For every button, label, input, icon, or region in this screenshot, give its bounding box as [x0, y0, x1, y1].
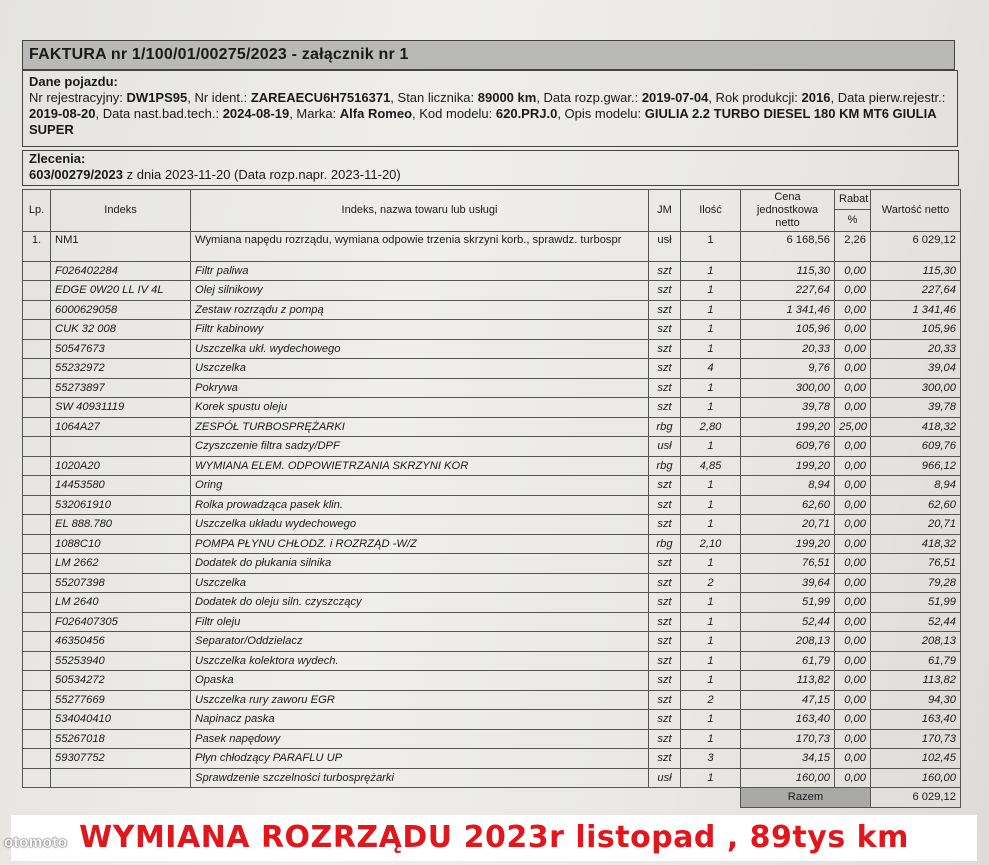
vehicle-heading: Dane pojazdu:: [29, 74, 118, 89]
order-line: [29, 167, 952, 183]
cell-qty: 1: [681, 612, 741, 632]
cell-qty: 1: [681, 710, 741, 730]
cell-net: 609,76: [871, 437, 961, 457]
cell-discount: 0,00: [835, 495, 871, 515]
cell-qty: 1: [681, 554, 741, 574]
cell-discount: 0,00: [835, 534, 871, 554]
table-row: [23, 729, 961, 749]
cell-index: 1020A20: [51, 456, 191, 476]
cell-unit: szt: [649, 339, 681, 359]
cell-unit: szt: [649, 710, 681, 730]
cell-net: 20,71: [871, 515, 961, 535]
cell-index: 50534272: [51, 671, 191, 691]
items-table: [22, 189, 961, 808]
cell-index: [51, 437, 191, 457]
cell-net: 39,78: [871, 398, 961, 418]
cell-lp: [23, 320, 51, 340]
cell-index: 14453580: [51, 476, 191, 496]
table-row: [23, 515, 961, 535]
cell-price: 208,13: [741, 632, 835, 652]
cell-qty: 1: [681, 651, 741, 671]
cell-discount: 0,00: [835, 690, 871, 710]
cell-price: 51,99: [741, 593, 835, 613]
cell-price: 113,82: [741, 671, 835, 691]
header-qty: Ilość: [681, 190, 741, 232]
cell-price: 199,20: [741, 417, 835, 437]
cell-price: 609,76: [741, 437, 835, 457]
cell-unit: szt: [649, 320, 681, 340]
cell-unit: szt: [649, 573, 681, 593]
banner-caption: WYMIANA ROZRZĄDU 2023r listopad , 89tys km: [11, 815, 977, 861]
cell-qty: 1: [681, 515, 741, 535]
table-row: [23, 417, 961, 437]
cell-unit: szt: [649, 281, 681, 301]
table-row: [23, 456, 961, 476]
cell-price: 39,78: [741, 398, 835, 418]
table-row: [23, 359, 961, 379]
cell-discount: 0,00: [835, 593, 871, 613]
cell-qty: 1: [681, 768, 741, 788]
cell-name: Olej silnikowy: [191, 281, 649, 301]
cell-unit: szt: [649, 359, 681, 379]
invoice-title: FAKTURA nr 1/100/01/00275/2023 - załącznik nr 1: [22, 40, 955, 70]
table-row: [23, 554, 961, 574]
cell-lp: [23, 729, 51, 749]
odometer-label: , Stan licznika:: [390, 90, 475, 105]
header-index: Indeks: [51, 190, 191, 232]
table-row: [23, 612, 961, 632]
table-row: [23, 398, 961, 418]
cell-lp: [23, 437, 51, 457]
cell-lp: [23, 281, 51, 301]
cell-name: Filtr kabinowy: [191, 320, 649, 340]
cell-lp: [23, 632, 51, 652]
sum-label: Razem: [741, 788, 871, 808]
cell-lp: [23, 612, 51, 632]
cell-price: 199,20: [741, 456, 835, 476]
odometer-value: 89000 km: [477, 90, 537, 105]
warranty-value: 2019-07-04: [641, 90, 709, 105]
table-row: [23, 495, 961, 515]
cell-price: 20,33: [741, 339, 835, 359]
cell-unit: szt: [649, 515, 681, 535]
cell-unit: szt: [649, 593, 681, 613]
cell-net: 51,99: [871, 593, 961, 613]
cell-unit: szt: [649, 729, 681, 749]
table-row: [23, 534, 961, 554]
cell-qty: 2: [681, 573, 741, 593]
firstreg-label: , Data pierw.rejestr.:: [830, 90, 946, 105]
cell-unit: szt: [649, 261, 681, 281]
cell-price: 9,76: [741, 359, 835, 379]
cell-net: 115,30: [871, 261, 961, 281]
cell-lp: [23, 573, 51, 593]
cell-net: 227,64: [871, 281, 961, 301]
header-unit: JM: [649, 190, 681, 232]
cell-qty: 2,10: [681, 534, 741, 554]
cell-qty: 1: [681, 593, 741, 613]
cell-name: Pokrywa: [191, 378, 649, 398]
cell-name: Korek spustu oleju: [191, 398, 649, 418]
cell-net: 94,30: [871, 690, 961, 710]
firstreg-value: 2019-08-20: [29, 106, 96, 121]
cell-index: [51, 768, 191, 788]
table-row: [23, 749, 961, 769]
cell-discount: 0,00: [835, 437, 871, 457]
cell-unit: rbg: [649, 534, 681, 554]
table-row: [23, 339, 961, 359]
cell-unit: rbg: [649, 456, 681, 476]
cell-index: LM 2662: [51, 554, 191, 574]
cell-name: Wymiana napędu rozrządu, wymiana odpowie trzenia skrzyni korb., sprawdz. turbospr: [191, 231, 649, 261]
year-value: 2016: [801, 90, 831, 105]
cell-discount: 0,00: [835, 476, 871, 496]
cell-unit: szt: [649, 651, 681, 671]
cell-unit: usł: [649, 768, 681, 788]
cell-qty: 1: [681, 495, 741, 515]
cell-qty: 1: [681, 339, 741, 359]
cell-net: 163,40: [871, 710, 961, 730]
cell-unit: szt: [649, 671, 681, 691]
cell-index: SW 40931119: [51, 398, 191, 418]
cell-price: 8,94: [741, 476, 835, 496]
cell-lp: [23, 768, 51, 788]
watermark-logo: otomoto: [4, 834, 68, 851]
cell-price: 1 341,46: [741, 300, 835, 320]
cell-name: Napinacz paska: [191, 710, 649, 730]
cell-discount: 0,00: [835, 398, 871, 418]
cell-price: 39,64: [741, 573, 835, 593]
cell-price: 160,00: [741, 768, 835, 788]
cell-index: F026402284: [51, 261, 191, 281]
cell-unit: usł: [649, 437, 681, 457]
table-row: [23, 261, 961, 281]
cell-qty: 1: [681, 320, 741, 340]
cell-name: Filtr oleju: [191, 612, 649, 632]
model-code-label: , Kod modelu:: [412, 106, 493, 121]
cell-index: 55232972: [51, 359, 191, 379]
cell-lp: [23, 534, 51, 554]
model-desc-label: , Opis modelu:: [557, 106, 642, 121]
cell-net: 418,32: [871, 417, 961, 437]
cell-index: 1088C10: [51, 534, 191, 554]
table-row: [23, 320, 961, 340]
cell-index: 55267018: [51, 729, 191, 749]
cell-lp: [23, 554, 51, 574]
table-row: [23, 690, 961, 710]
cell-lp: [23, 671, 51, 691]
cell-qty: 1: [681, 437, 741, 457]
table-row: [23, 281, 961, 301]
cell-lp: [23, 417, 51, 437]
cell-lp: 1.: [23, 231, 51, 261]
cell-price: 47,15: [741, 690, 835, 710]
vehicle-section: [22, 70, 958, 147]
cell-index: 55253940: [51, 651, 191, 671]
cell-lp: [23, 339, 51, 359]
cell-index: 532061910: [51, 495, 191, 515]
cell-net: 52,44: [871, 612, 961, 632]
cell-index: 50547673: [51, 339, 191, 359]
cell-net: 160,00: [871, 768, 961, 788]
cell-unit: rbg: [649, 417, 681, 437]
cell-net: 76,51: [871, 554, 961, 574]
cell-price: 163,40: [741, 710, 835, 730]
cell-net: 62,60: [871, 495, 961, 515]
make-label: , Marka:: [289, 106, 337, 121]
cell-net: 39,04: [871, 359, 961, 379]
model-code-value: 620.PRJ.0: [495, 106, 558, 121]
cell-index: 1064A27: [51, 417, 191, 437]
cell-lp: [23, 359, 51, 379]
cell-discount: 2,26: [835, 231, 871, 261]
cell-qty: 1: [681, 632, 741, 652]
cell-discount: 0,00: [835, 671, 871, 691]
cell-qty: 2,80: [681, 417, 741, 437]
cell-price: 76,51: [741, 554, 835, 574]
cell-name: Pasek napędowy: [191, 729, 649, 749]
cell-index: 55273897: [51, 378, 191, 398]
cell-net: 20,33: [871, 339, 961, 359]
cell-name: Separator/Oddzielacz: [191, 632, 649, 652]
reg-label: Nr rejestracyjny:: [29, 90, 123, 105]
vin-label: , Nr ident.:: [187, 90, 248, 105]
cell-net: 61,79: [871, 651, 961, 671]
inspection-label: , Data nast.bad.tech.:: [95, 106, 220, 121]
cell-discount: 0,00: [835, 749, 871, 769]
cell-name: ZESPÓŁ TURBOSPRĘŻARKI: [191, 417, 649, 437]
table-row: [23, 231, 961, 261]
cell-lp: [23, 749, 51, 769]
cell-qty: 1: [681, 476, 741, 496]
cell-lp: [23, 398, 51, 418]
cell-name: Dodatek do płukania silnika: [191, 554, 649, 574]
cell-price: 199,20: [741, 534, 835, 554]
cell-name: POMPA PŁYNU CHŁODZ. i ROZRZĄD -W/Z: [191, 534, 649, 554]
cell-price: 115,30: [741, 261, 835, 281]
cell-net: 79,28: [871, 573, 961, 593]
cell-name: Płyn chłodzący PARAFLU UP: [191, 749, 649, 769]
table-row: [23, 651, 961, 671]
cell-name: Uszczelka: [191, 573, 649, 593]
cell-net: 966,12: [871, 456, 961, 476]
cell-lp: [23, 651, 51, 671]
table-row: [23, 671, 961, 691]
cell-lp: [23, 515, 51, 535]
cell-name: Filtr paliwa: [191, 261, 649, 281]
cell-net: 113,82: [871, 671, 961, 691]
cell-net: 6 029,12: [871, 231, 961, 261]
header-net: Wartość netto: [871, 190, 961, 232]
cell-price: 62,60: [741, 495, 835, 515]
cell-name: Uszczelka kolektora wydech.: [191, 651, 649, 671]
table-row: [23, 593, 961, 613]
cell-index: 55277669: [51, 690, 191, 710]
cell-net: 102,45: [871, 749, 961, 769]
cell-unit: szt: [649, 749, 681, 769]
cell-lp: [23, 495, 51, 515]
cell-name: WYMIANA ELEM. ODPOWIETRZANIA SKRZYNI KOR: [191, 456, 649, 476]
cell-lp: [23, 378, 51, 398]
cell-price: 61,79: [741, 651, 835, 671]
cell-unit: szt: [649, 632, 681, 652]
orders-heading: Zlecenia:: [29, 151, 86, 166]
cell-index: 55207398: [51, 573, 191, 593]
table-row: [23, 437, 961, 457]
cell-qty: 4: [681, 359, 741, 379]
cell-price: 34,15: [741, 749, 835, 769]
cell-qty: 1: [681, 281, 741, 301]
cell-index: 46350456: [51, 632, 191, 652]
cell-discount: 0,00: [835, 515, 871, 535]
cell-name: Rolka prowadząca pasek klin.: [191, 495, 649, 515]
cell-lp: [23, 456, 51, 476]
cell-name: Oring: [191, 476, 649, 496]
cell-price: 105,96: [741, 320, 835, 340]
cell-discount: 0,00: [835, 320, 871, 340]
cell-index: CUK 32 008: [51, 320, 191, 340]
cell-unit: usł: [649, 231, 681, 261]
cell-index: 6000629058: [51, 300, 191, 320]
cell-index: 534040410: [51, 710, 191, 730]
cell-net: 208,13: [871, 632, 961, 652]
cell-unit: szt: [649, 612, 681, 632]
cell-discount: 0,00: [835, 651, 871, 671]
cell-discount: 0,00: [835, 573, 871, 593]
cell-net: 8,94: [871, 476, 961, 496]
warranty-label: , Data rozp.gwar.:: [536, 90, 639, 105]
cell-discount: 0,00: [835, 710, 871, 730]
cell-index: 59307752: [51, 749, 191, 769]
cell-lp: [23, 710, 51, 730]
header-name: Indeks, nazwa towaru lub usługi: [191, 190, 649, 232]
cell-lp: [23, 261, 51, 281]
cell-net: 300,00: [871, 378, 961, 398]
cell-price: 52,44: [741, 612, 835, 632]
reg-value: DW1PS95: [126, 90, 188, 105]
cell-lp: [23, 476, 51, 496]
cell-index: EDGE 0W20 LL IV 4L: [51, 281, 191, 301]
cell-index: LM 2640: [51, 593, 191, 613]
table-row: [23, 378, 961, 398]
cell-price: 300,00: [741, 378, 835, 398]
cell-discount: 0,00: [835, 554, 871, 574]
cell-name: Sprawdzenie szczelności turbosprężarki: [191, 768, 649, 788]
year-label: , Rok produkcji:: [708, 90, 798, 105]
cell-qty: 1: [681, 671, 741, 691]
cell-name: Uszczelka ukł. wydechowego: [191, 339, 649, 359]
table-header: [23, 190, 961, 210]
header-price: Cena jednostkowa netto: [741, 190, 835, 232]
vin-value: ZAREAECU6H7516371: [250, 90, 391, 105]
table-row: [23, 573, 961, 593]
cell-price: 227,64: [741, 281, 835, 301]
cell-lp: [23, 593, 51, 613]
cell-lp: [23, 690, 51, 710]
orders-section: [22, 150, 959, 186]
header-discount: Rabat: [835, 190, 871, 210]
sum-row: [23, 788, 961, 808]
cell-price: 6 168,56: [741, 231, 835, 261]
cell-unit: szt: [649, 476, 681, 496]
cell-discount: 0,00: [835, 456, 871, 476]
cell-index: NM1: [51, 231, 191, 261]
cell-qty: 4,85: [681, 456, 741, 476]
table-row: [23, 632, 961, 652]
cell-qty: 1: [681, 261, 741, 281]
cell-qty: 1: [681, 300, 741, 320]
cell-index: EL 888.780: [51, 515, 191, 535]
cell-name: Opaska: [191, 671, 649, 691]
cell-name: Czyszczenie filtra sadzy/DPF: [191, 437, 649, 457]
cell-name: Dodatek do oleju siln. czyszczący: [191, 593, 649, 613]
cell-qty: 1: [681, 398, 741, 418]
cell-discount: 0,00: [835, 339, 871, 359]
cell-qty: 1: [681, 729, 741, 749]
cell-net: 105,96: [871, 320, 961, 340]
cell-net: 170,73: [871, 729, 961, 749]
cell-index: F026407305: [51, 612, 191, 632]
cell-discount: 0,00: [835, 300, 871, 320]
vehicle-details: [29, 90, 951, 138]
inspection-value: 2024-08-19: [222, 106, 290, 121]
cell-name: Uszczelka rury zaworu EGR: [191, 690, 649, 710]
table-row: [23, 300, 961, 320]
cell-net: 418,32: [871, 534, 961, 554]
cell-discount: 0,00: [835, 359, 871, 379]
cell-price: 20,71: [741, 515, 835, 535]
cell-discount: 0,00: [835, 378, 871, 398]
header-discount-unit: %: [835, 209, 871, 231]
cell-unit: szt: [649, 378, 681, 398]
cell-lp: [23, 300, 51, 320]
cell-net: 1 341,46: [871, 300, 961, 320]
cell-unit: szt: [649, 398, 681, 418]
cell-discount: 0,00: [835, 261, 871, 281]
cell-unit: szt: [649, 495, 681, 515]
cell-unit: szt: [649, 300, 681, 320]
table-row: [23, 768, 961, 788]
order-date: z dnia 2023-11-20 (Data rozp.napr. 2023-11-20): [122, 167, 401, 182]
cell-qty: 3: [681, 749, 741, 769]
model-desc-value: GIULIA 2.2 TURBO DIESEL 180 KM MT6 GIULIA SUPER: [29, 106, 937, 137]
cell-name: Uszczelka: [191, 359, 649, 379]
cell-discount: 0,00: [835, 729, 871, 749]
make-value: Alfa Romeo: [339, 106, 413, 121]
cell-qty: 2: [681, 690, 741, 710]
cell-qty: 1: [681, 378, 741, 398]
order-number: 603/00279/2023: [29, 167, 123, 182]
sum-value: 6 029,12: [871, 788, 961, 808]
table-row: [23, 710, 961, 730]
cell-discount: 25,00: [835, 417, 871, 437]
cell-discount: 0,00: [835, 281, 871, 301]
cell-price: 170,73: [741, 729, 835, 749]
cell-discount: 0,00: [835, 632, 871, 652]
table-row: [23, 476, 961, 496]
cell-qty: 1: [681, 231, 741, 261]
cell-discount: 0,00: [835, 612, 871, 632]
header-lp: Lp.: [23, 190, 51, 232]
cell-unit: szt: [649, 690, 681, 710]
cell-name: Uszczelka układu wydechowego: [191, 515, 649, 535]
cell-discount: 0,00: [835, 768, 871, 788]
cell-unit: szt: [649, 554, 681, 574]
cell-name: Zestaw rozrządu z pompą: [191, 300, 649, 320]
